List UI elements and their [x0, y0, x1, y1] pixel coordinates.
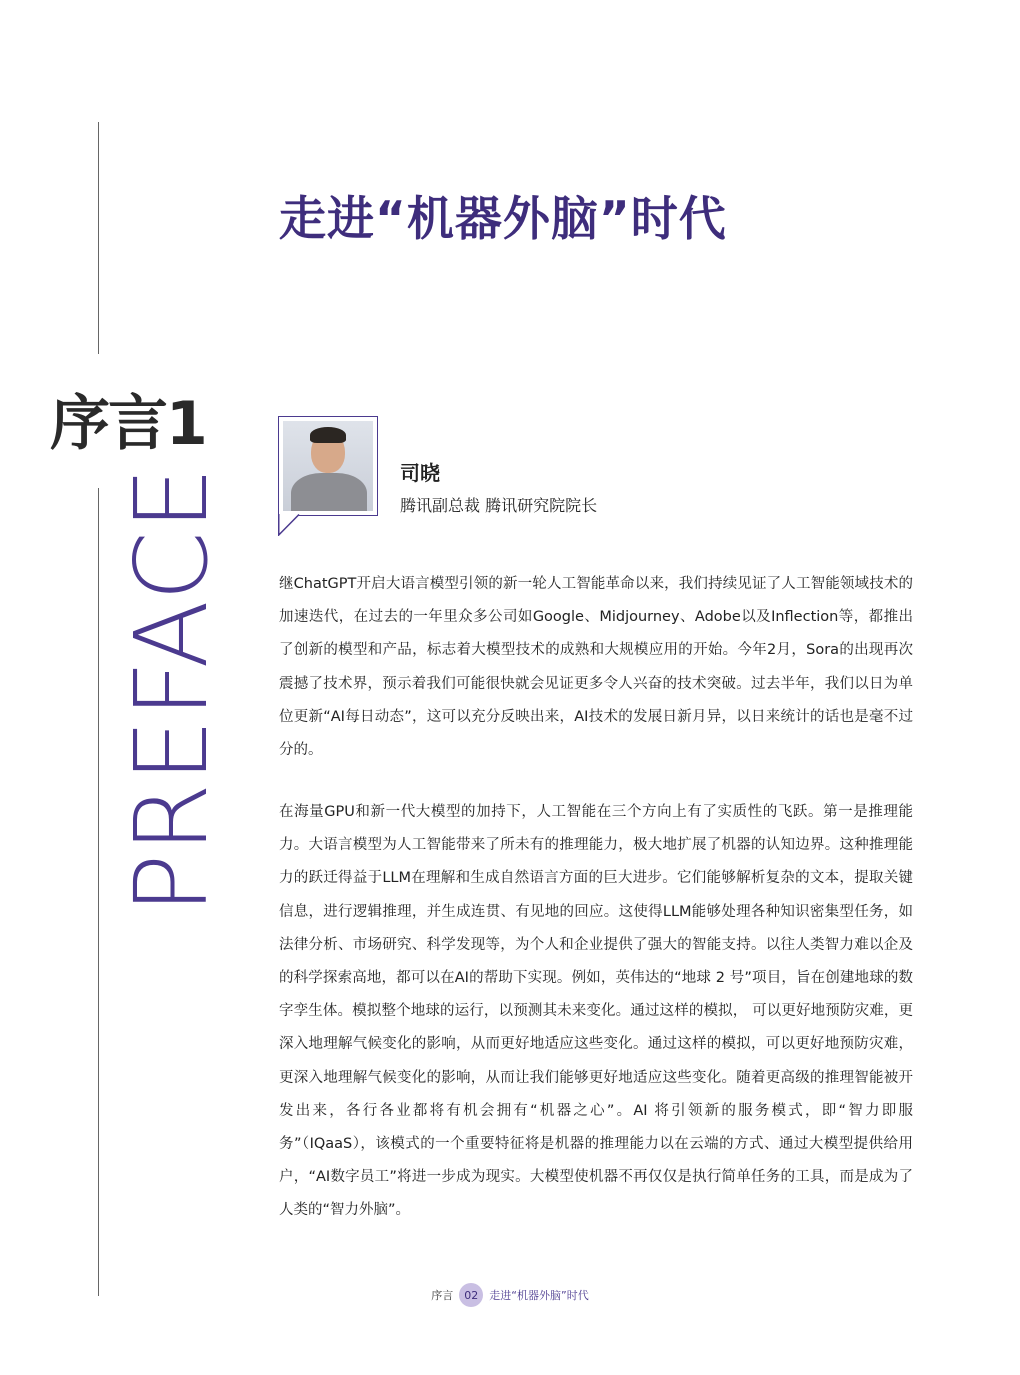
speech-tail-icon: [278, 514, 300, 536]
paragraph: 继ChatGPT开启大语言模型引领的新一轮人工智能革命以来，我们持续见证了人工智能领域技术的加速迭代，在过去的一年里众多公司如Google、Midjourney、Adobe以及Inflection等，都推出了创新的模型和产品，标志着大模型技术的成熟和大规模应用的开始。今年2月，Sora的出现再次震撼了技术界，预示着我们可能很快就会见证更多令人兴奋的技术突破。过去半年，我们以日为单位更新“AI每日动态”，这可以充分反映出来，AI技术的发展日新月异，以日来统计的话也是毫不过分的。: [279, 576, 913, 759]
author-photo: [278, 416, 378, 516]
page-footer: [0, 1283, 1020, 1307]
portrait-icon: [283, 421, 373, 511]
section-label: 序言1: [50, 389, 206, 459]
left-rule-bottom: [98, 488, 99, 1296]
preface-vertical-word: PREFACE: [113, 466, 230, 914]
page-title: 走进“机器外脑”时代: [279, 192, 727, 247]
left-rule-top: [98, 122, 99, 354]
author-name: 司晓: [400, 461, 440, 485]
footer-section: 序言: [431, 1289, 454, 1302]
paragraph: 在海量GPU和新一代大模型的加持下，人工智能在三个方向上有了实质性的飞跃。第一是推理能力。大语言模型为人工智能带来了所未有的推理能力，极大地扩展了机器的认知边界。这种推理能力的跃迁得益于LLM在理解和生成自然语言方面的巨大进步。它们能够解析复杂的文本，提取关键信息，进行逻辑推理，并生成连贯、有见地的回应。这使得LLM能够处理各种知识密集型任务，如法律分析、市场研究、科学发现等，为个人和企业提供了强大的智能支持。以往人类智力难以企及的科学探索高地，都可以在AI的帮助下实现。例如，英伟达的“地球 2 号”项目，旨在创建地球的数字孪生体。模拟整个地球的运行，以预测其未来变化。通过这样的模拟， 可以更好地预防灾难，更深入地理解气候变化的影响，从而更好地适应这些变化。通过这样的模拟，可以更好地预防灾难，更深入地理解气候变化的影响，从而让我们能够更好地适应这些变化。随着更高级的推理智能被开发出来，各行各业都将有机会拥有“机器之心”。AI 将引领新的服务模式，即“智力即服务”（IQaaS），该模式的一个重要特征将是机器的推理能力以在云端的方式、通过大模型提供给用户，“AI数字员工”将进一步成为现实。大模型使机器不再仅仅是执行简单任务的工具，而是成为了人类的“智力外脑”。: [279, 804, 913, 1219]
page-number-badge: 02: [459, 1283, 483, 1307]
footer-title: 走进“机器外脑”时代: [489, 1289, 589, 1302]
author-position: 腾讯副总裁 腾讯研究院院长: [400, 496, 598, 515]
